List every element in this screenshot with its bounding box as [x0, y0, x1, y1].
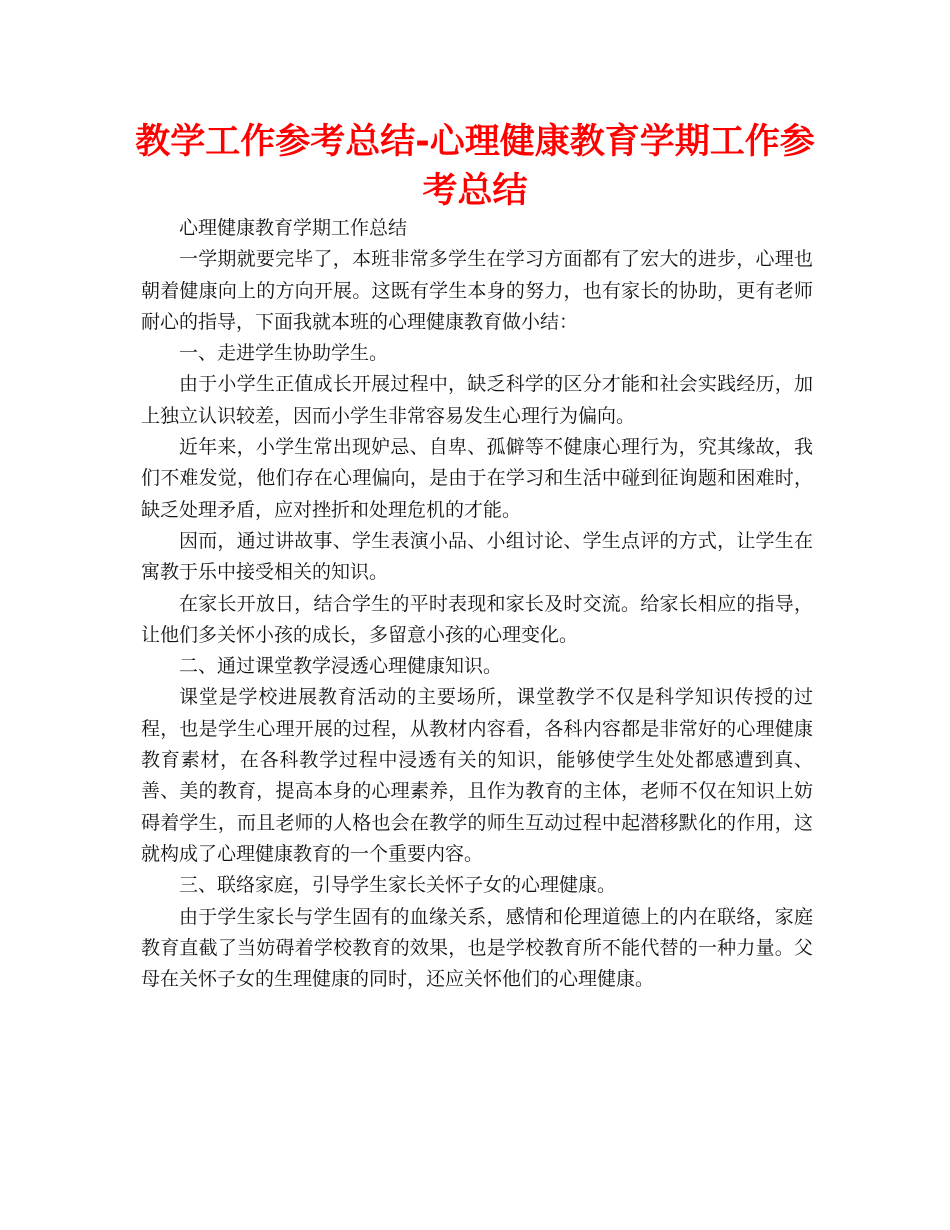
paragraph: 因而，通过讲故事、学生表演小品、小组讨论、学生点评的方式，让学生在寓教于乐中接受相关的知识。 — [141, 529, 813, 584]
paragraph: 课堂是学校进展教育活动的主要场所，课堂教学不仅是科学知识传授的过程，也是学生心理开展的过程，从教材内容看，各科内容都是非常好的心理健康教育素材，在各科教学过程中浸透有关的知识，能够使学生处处都感遭到真、善、美的教育，提高本身的心理素养，且作为教育的主体，老师不仅在知识上妨碍着学生，而且老师的人格也会在教学的师生互动过程中起潜移默化的作用，这就构成了心理健康教育的一个重要内容。 — [141, 686, 813, 865]
paragraph: 由于学生家长与学生固有的血缘关系，感情和伦理道德上的内在联络，家庭教育直截了当妨碍着学校教育的效果，也是学校教育所不能代替的一种力量。父母在关怀子女的生理健康的同时，还应关怀他们的心理健康。 — [141, 905, 813, 991]
document-body — [141, 213, 813, 995]
paragraph: 近年来，小学生常出现妒忌、自卑、孤僻等不健康心理行为，究其缘故，我们不难发觉，他们存在心理偏向，是由于在学习和生活中碰到征询题和困难时，缺乏处理矛盾，应对挫折和处理危机的才能。 — [141, 436, 813, 521]
document-title: 教学工作参考总结-心理健康教育学期工作参考总结 — [135, 122, 815, 211]
section-heading-2: 二、通过课堂教学浸透心理健康知识。 — [179, 655, 503, 678]
paragraph-intro: 一学期就要完毕了，本班非常多学生在学习方面都有了宏大的进步，心理也朝着健康向上的方向开展。这既有学生本身的努力，也有家长的协助，更有老师耐心的指导，下面我就本班的心理健康教育做小结： — [141, 248, 813, 333]
paragraph-heading: 心理健康教育学期工作总结 — [179, 217, 408, 239]
section-heading-3: 三、联络家庭，引导学生家长关怀子女的心理健康。 — [179, 874, 617, 897]
paragraph: 由于小学生正值成长开展过程中，缺乏科学的区分才能和社会实践经历，加上独立认识较差，因而小学生非常容易发生心理行为偏向。 — [141, 373, 813, 427]
section-heading-1: 一、走进学生协助学生。 — [179, 342, 389, 365]
paragraph: 在家长开放日，结合学生的平时表现和家长及时交流。给家长相应的指导，让他们多关怀小孩的成长，多留意小孩的心理变化。 — [141, 592, 813, 646]
